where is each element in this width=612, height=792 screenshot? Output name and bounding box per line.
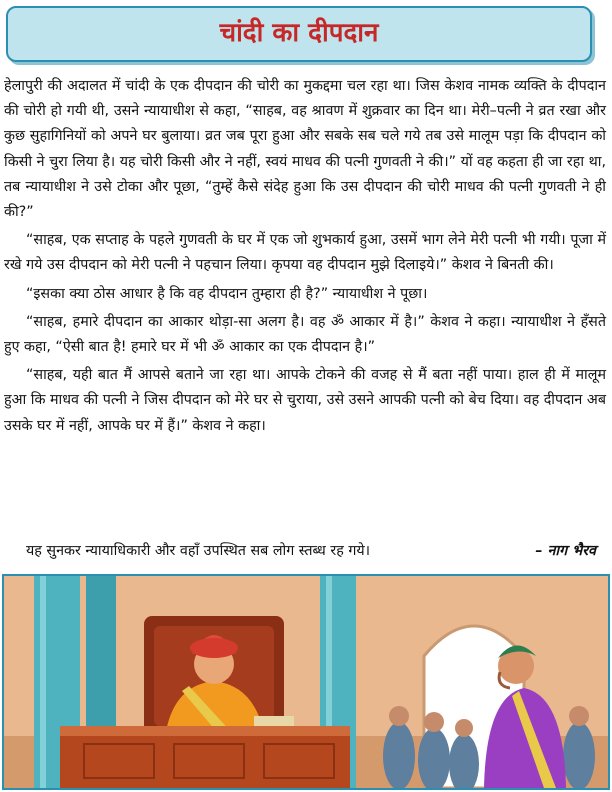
paragraph: “साहब, हमारे दीपदान का आकार थोड़ा-सा अलग है। वह ॐ आकार में है।” केशव ने कहा। न्यायाधीश ने हँसते हुए कहा, “ऐसी बात है! हमारे घर में भी ॐ आकार का एक दीपदान है।” xyxy=(4,313,606,356)
story-title: चांदी का दीपदान xyxy=(219,18,379,48)
paragraph: “साहब, एक सप्ताह के पहले गुणवती के घर में एक जो शुभकार्य हुआ, उसमें भाग लेने मेरी पत्नी भी गयी। पूजा में रखे गये उस दीपदान को मेरी पत्नी ने पहचान लिया। कृपया वह दीपदान मुझे दिलाइये।” केशव ने बिनती की। xyxy=(4,232,606,274)
closing-line: यह सुनकर न्यायाधिकारी और वहाँ उपस्थित सब लोग स्तब्ध रह गये। xyxy=(26,543,371,559)
author-name: – नाग भैरव xyxy=(535,543,596,559)
court-scene-image xyxy=(4,576,608,788)
story-body xyxy=(4,74,606,564)
paragraph: “इसका क्या ठोस आधार है कि वह दीपदान तुम्हारा ही है?” न्यायाधीश ने पूछा। xyxy=(26,285,428,302)
signoff-line xyxy=(26,538,596,564)
title-box xyxy=(6,6,592,62)
paragraph: हेलापुरी की अदालत में चांदी के एक दीपदान की चोरी का मुकद्दमा चल रहा था। जिस केशव नामक व्यक्ति के दीपदान की चोरी हो गयी थी, उसने न्यायाधीश से कहा, “साहब, वह श्रावण में शुक्रवार का दिन था। मेरी–पत्नी ने व्रत रखा और कुछ सुहागिनियों को अपने घर बुलाया। व्रत जब पूरा हुआ और सबके सब चले गये तब उसे मालूम पड़ा कि दीपदान को किसी ने चुरा लिया है। यह चोरी किसी और ने नहीं, स्वयं माधव की पत्नी गुणवती ने की।” यों वह कहता ही जा रहा था, तब न्यायाधीश ने उसे टोका और पूछा, “तुम्हें कैसे संदेह हुआ कि उस दीपदान की चोरी माधव की पत्नी गुणवती ने ही की?” xyxy=(4,78,606,221)
paragraph: “साहब, यही बात मैं आपसे बताने जा रहा था। आपके टोकने की वजह से मैं बता नहीं पाया। हाल ही में मालूम हुआ कि माधव की पत्नी ने जिस दीपदान को मेरे घर से चुराया, उसे उसने आपकी पत्नी को बेच दिया। वह दीपदान अब उसके घर में नहीं, आपके घर में हैं।” केशव ने कहा। xyxy=(4,367,606,434)
court-illustration xyxy=(2,574,610,790)
